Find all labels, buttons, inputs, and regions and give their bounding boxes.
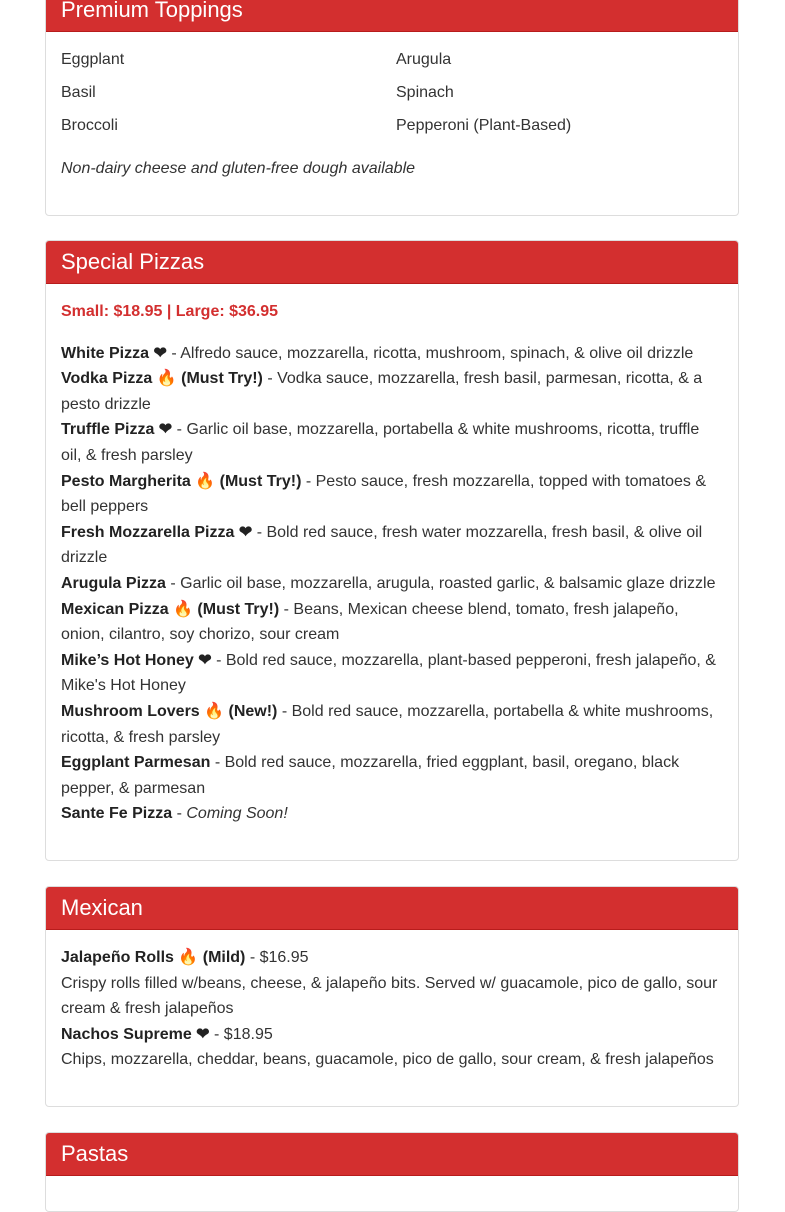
topping-item: Eggplant [61,51,125,68]
item-separator: - [172,805,187,823]
item-tag: 🔥 (New!) [199,702,278,720]
menu-item [61,469,723,520]
item-description: - Bold red sauce, mozzarella, fried eggplant, basil, oregano, black pepper, & parmesan [61,754,680,797]
item-description: - Beans, Mexican cheese blend, tomato, fresh jalapeño, onion, cilantro, soy chorizo, sour cream [61,600,679,644]
premium-toppings-panel [45,0,739,216]
special-pizzas-panel [45,240,739,861]
item-name: Jalapeño Rolls [61,949,174,966]
pastas-title: Pastas [61,1141,129,1166]
item-description: - Pesto sauce, fresh mozzarella, topped with tomatoes & bell peppers [61,472,707,516]
item-tag: ❤ [149,344,167,362]
pastas-panel [45,1132,739,1212]
item-price: - $18.95 [209,1025,273,1043]
menu-item [61,366,723,417]
item-name: Sante Fe Pizza [61,805,173,823]
item-name: Pesto Margherita [61,472,191,490]
topping-item: Arugula [396,51,452,68]
menu-item [61,750,723,801]
item-name: Nachos Supreme [61,1025,192,1043]
mexican-title: Mexican [61,895,143,920]
topping-item: Spinach [396,84,454,102]
special-pizzas-heading [46,241,738,284]
item-price: - $16.95 [245,949,309,966]
topping-item: Basil [61,84,96,102]
item-description: - Garlic oil base, mozzarella, arugula, roasted garlic, & balsamic glaze drizzle [165,574,716,592]
special-pizzas-title: Special Pizzas [61,249,205,274]
item-name: Arugula Pizza [61,574,166,592]
special-pizza-list [61,341,723,827]
premium-toppings-title: Premium Toppings [61,0,243,22]
item-name: Truffle Pizza [61,421,155,439]
topping-item: Pepperoni (Plant-Based) [396,117,572,135]
item-tag: 🔥 (Mild) [173,949,246,966]
menu-item [61,1022,723,1048]
pastas-heading [46,1133,738,1176]
item-name: Mexican Pizza [61,600,169,618]
mexican-panel [45,886,739,1107]
item-name: Eggplant Parmesan [61,754,211,772]
item-tag: ❤ [193,651,212,669]
special-price-line: Small: $18.95 | Large: $36.95 [61,303,279,320]
menu-item [61,571,723,597]
coming-soon-label: Coming Soon! [186,805,288,823]
topping-item: Broccoli [61,117,118,135]
item-tag: ❤ [234,523,253,541]
toppings-grid [61,47,723,139]
menu-item [61,520,723,571]
item-tag: ❤ [191,1025,210,1043]
mexican-heading [46,887,738,930]
item-tag: ❤ [154,421,173,439]
item-description: - Bold red sauce, fresh water mozzarella, fresh basil, & olive oil drizzle [61,523,703,567]
item-description: Chips, mozzarella, cheddar, beans, guacamole, pico de gallo, sour cream, & fresh jalapeños [61,1051,714,1069]
menu-item [61,417,723,468]
item-name: Vodka Pizza [61,370,153,388]
item-description: - Bold red sauce, mozzarella, portabella & white mushrooms, ricotta, & fresh parsley [61,702,714,746]
menu-item [61,341,723,367]
item-description: - Bold red sauce, mozzarella, plant-based pepperoni, fresh jalapeño, & Mike's Hot Honey [61,651,716,695]
item-name: Fresh Mozzarella Pizza [61,523,235,541]
item-description: - Vodka sauce, mozzarella, fresh basil, parmesan, ricotta, & a pesto drizzle [61,370,703,413]
menu-item [61,597,723,648]
item-name: Mushroom Lovers [61,702,200,720]
dietary-note: Non-dairy cheese and gluten-free dough available [61,159,416,177]
menu-item [61,801,723,827]
menu-item [61,699,723,750]
premium-toppings-heading [46,0,738,32]
item-description: - Garlic oil base, mozzarella, portabella & white mushrooms, ricotta, truffle oil, & fresh parsley [61,421,700,464]
menu-item [61,648,723,699]
item-name: White Pizza [61,344,150,362]
item-description: - Alfredo sauce, mozzarella, ricotta, mushroom, spinach, & olive oil drizzle [166,344,694,362]
menu-item [61,945,723,971]
item-description: Crispy rolls filled w/beans, cheese, & jalapeño bits. Served w/ guacamole, pico de gallo, sour cream & fresh jalapeños [61,974,718,1018]
item-name: Mike’s Hot Honey [61,651,194,669]
item-tag: 🔥 (Must Try!) [190,472,302,490]
item-tag: 🔥 (Must Try!) [168,600,280,618]
item-tag: 🔥 (Must Try!) [152,370,263,388]
